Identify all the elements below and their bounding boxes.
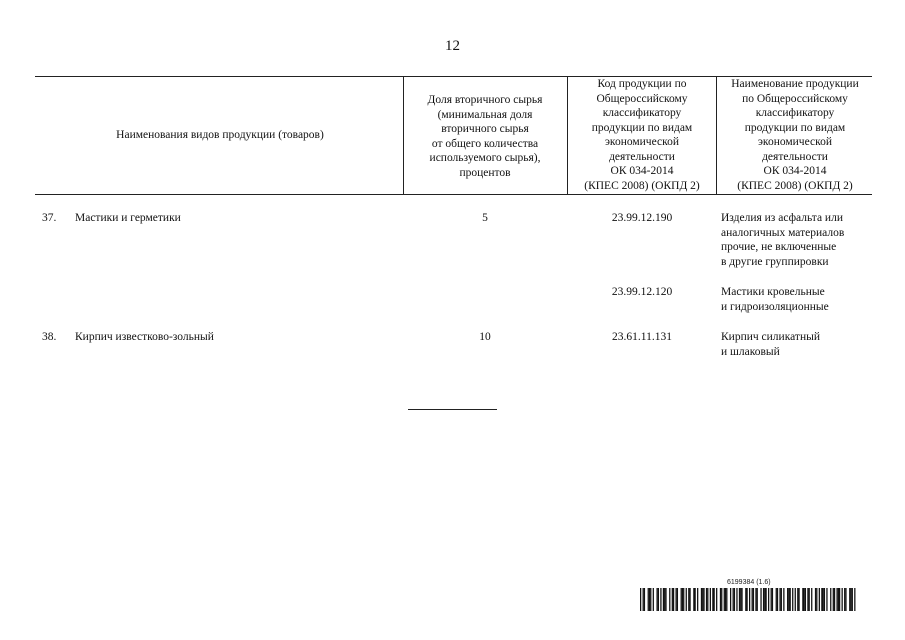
barcode-bar: [710, 588, 711, 611]
barcode-bar: [648, 588, 649, 611]
barcode-bar: [644, 588, 645, 611]
barcode-bar: [849, 588, 850, 611]
barcode-bar: [695, 588, 696, 611]
barcode-bar: [753, 588, 754, 611]
barcode-bar: [819, 588, 820, 611]
barcode-bar: [821, 588, 822, 611]
barcode-bar: [833, 588, 834, 611]
barcode-bar: [643, 588, 644, 611]
barcode-bar: [720, 588, 721, 611]
row-share-value: 5: [482, 212, 488, 224]
row-okpd-description: Кирпич силикатный и шлаковый: [721, 331, 820, 358]
barcode-bar: [797, 588, 798, 611]
barcode-bar: [697, 588, 698, 611]
row-okpd-description: Мастики кровельные и гидроизоляционные: [721, 286, 829, 313]
barcode-bar: [649, 588, 650, 611]
row-okpd-description: Изделия из асфальта или аналогичных материалов прочие, не включенные в другие группировки: [721, 212, 845, 268]
row-okpd-code: 23.99.12.190: [611, 212, 673, 224]
barcode-bar: [673, 588, 674, 611]
column-divider: [403, 76, 404, 194]
barcode-bar: [686, 588, 687, 611]
document-end-line: [408, 409, 497, 410]
header-secondary-share: Доля вторичного сырья (минимальная доля вторичного сырья от общего количества используемого сырья), процентов: [427, 94, 543, 179]
barcode-bar: [682, 588, 683, 611]
barcode-bar: [724, 588, 725, 611]
barcode-bar: [669, 588, 670, 611]
barcode-bar: [807, 588, 808, 611]
barcode-bar: [677, 588, 678, 611]
barcode-bar: [721, 588, 722, 611]
barcode-bar: [816, 588, 817, 611]
column-divider: [716, 76, 717, 194]
barcode: [640, 588, 858, 611]
barcode-bar: [733, 588, 734, 611]
barcode-bar: [790, 588, 791, 611]
barcode-bar: [664, 588, 665, 611]
barcode-bar: [834, 588, 835, 611]
barcode-bar: [804, 588, 805, 611]
barcode-bar: [788, 588, 789, 611]
barcode-bar: [792, 588, 793, 611]
barcode-bar: [805, 588, 806, 611]
barcode-bar: [802, 588, 803, 611]
barcode-bar: [640, 588, 641, 611]
barcode-bar: [701, 588, 702, 611]
barcode-bar: [824, 588, 825, 611]
barcode-bar: [842, 588, 843, 611]
barcode-bar: [798, 588, 799, 611]
barcode-bar: [688, 588, 689, 611]
barcode-bar: [656, 588, 657, 611]
barcode-bar: [850, 588, 851, 611]
barcode-bar: [838, 588, 839, 611]
table-header-border: [35, 194, 872, 195]
barcode-bar: [660, 588, 661, 611]
barcode-bar: [712, 588, 713, 611]
barcode-bar: [736, 588, 737, 611]
barcode-bar: [772, 588, 773, 611]
barcode-bar: [672, 588, 673, 611]
barcode-bar: [776, 588, 777, 611]
barcode-bar: [839, 588, 840, 611]
barcode-bar: [726, 588, 727, 611]
barcode-bar: [771, 588, 772, 611]
header-okpd-code: Код продукции по Общероссийскому классификатору продукции по видам экономической деятельности ОК 034-2014 (КПЕС 2008) (ОКПД 2): [584, 78, 700, 192]
barcode-bar: [714, 588, 715, 611]
barcode-bar: [845, 588, 846, 611]
barcode-bar: [734, 588, 735, 611]
barcode-bar: [830, 588, 831, 611]
barcode-bar: [665, 588, 666, 611]
barcode-bar: [815, 588, 816, 611]
barcode-bar: [826, 588, 827, 611]
barcode-bar: [783, 588, 784, 611]
barcode-bar: [795, 588, 796, 611]
barcode-bar: [811, 588, 812, 611]
barcode-bar: [777, 588, 778, 611]
barcode-bar: [689, 588, 690, 611]
barcode-bar: [764, 588, 765, 611]
column-divider: [567, 76, 568, 194]
barcode-bar: [716, 588, 717, 611]
barcode-bar: [725, 588, 726, 611]
barcode-bar: [836, 588, 837, 611]
barcode-bar: [683, 588, 684, 611]
barcode-bar: [844, 588, 845, 611]
barcode-bar: [653, 588, 654, 611]
barcode-bar: [707, 588, 708, 611]
barcode-bar: [702, 588, 703, 611]
row-product-name: Мастики и герметики: [75, 212, 181, 224]
barcode-bar: [768, 588, 769, 611]
row-okpd-code: 23.99.12.120: [611, 286, 673, 298]
row-share-value: 10: [479, 331, 491, 343]
barcode-bar: [854, 588, 855, 611]
barcode-bar: [746, 588, 747, 611]
barcode-bar: [658, 588, 659, 611]
barcode-bar: [693, 588, 694, 611]
barcode-bar: [779, 588, 780, 611]
barcode-bar: [809, 588, 810, 611]
barcode-bar: [787, 588, 788, 611]
barcode-bar: [757, 588, 758, 611]
barcode-bar: [730, 588, 731, 611]
barcode-bar: [703, 588, 704, 611]
row-okpd-code: 23.61.11.131: [612, 331, 672, 343]
barcode-bar: [675, 588, 676, 611]
barcode-bar: [760, 588, 761, 611]
barcode-bar: [741, 588, 742, 611]
header-okpd-name: Наименование продукции по Общероссийскому классификатору продукции по видам экономической деятельности ОК 034-2014 (КПЕС 2008) (ОКПД 2): [731, 78, 859, 192]
barcode-bar: [745, 588, 746, 611]
barcode-bar: [681, 588, 682, 611]
barcode-bar: [739, 588, 740, 611]
row-number: 37.: [42, 212, 57, 224]
barcode-bar: [823, 588, 824, 611]
barcode-bar: [740, 588, 741, 611]
barcode-label: 6199384 (1.6): [727, 579, 771, 586]
header-product-type: Наименования видов продукции (товаров): [116, 129, 324, 141]
barcode-bar: [852, 588, 853, 611]
row-product-name: Кирпич известково-зольный: [75, 331, 214, 343]
barcode-bar: [749, 588, 750, 611]
barcode-bar: [781, 588, 782, 611]
barcode-bar: [755, 588, 756, 611]
barcode-bar: [706, 588, 707, 611]
barcode-bar: [650, 588, 651, 611]
barcode-bar: [763, 588, 764, 611]
row-number: 38.: [42, 331, 57, 343]
barcode-bar: [663, 588, 664, 611]
barcode-bar: [752, 588, 753, 611]
page-number: 12: [445, 38, 460, 54]
barcode-bar: [765, 588, 766, 611]
